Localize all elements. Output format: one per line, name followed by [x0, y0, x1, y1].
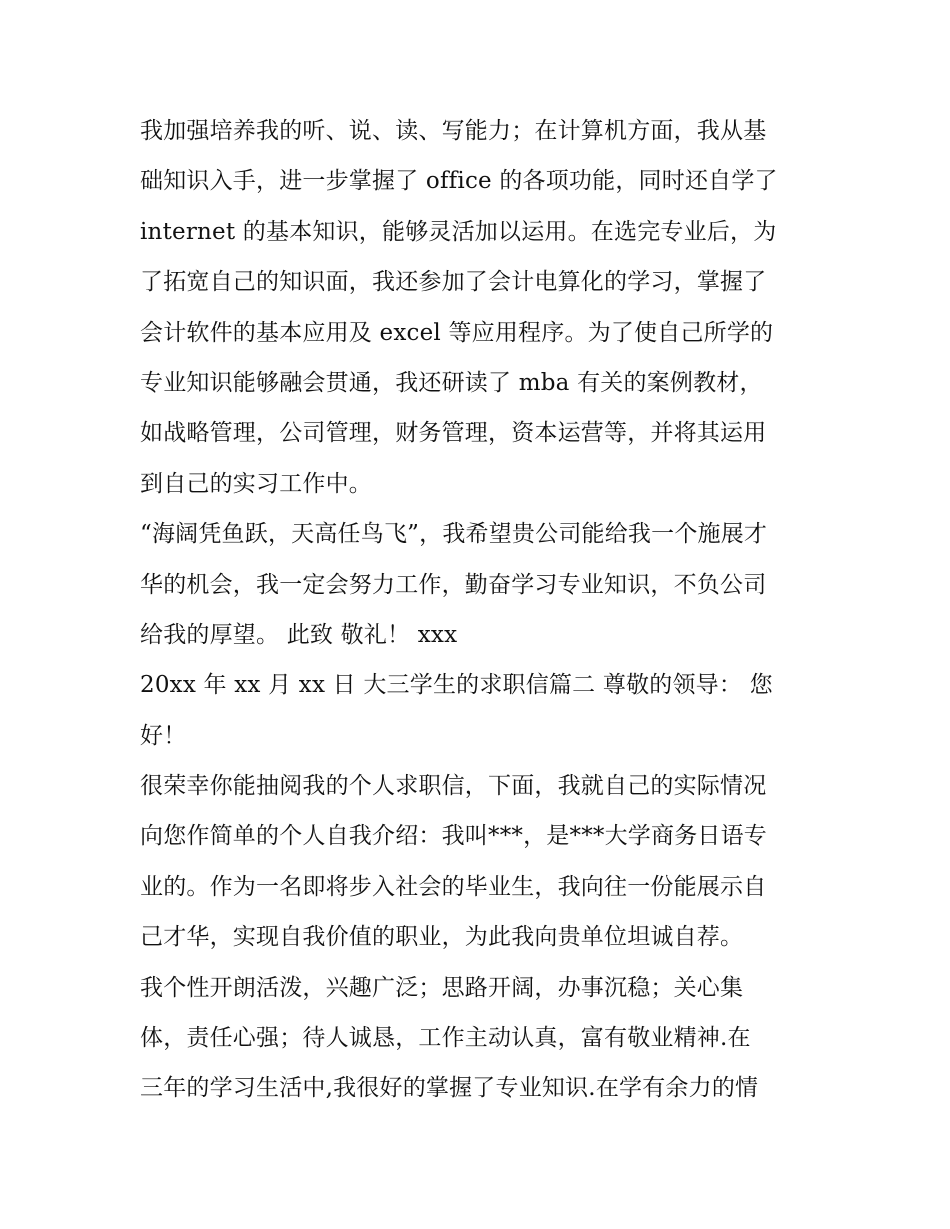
text-line: 体，责任心强；待人诚恳，工作主动认真，富有敬业精神.在: [140, 1025, 751, 1052]
text-line: 三年的学习生活中,我很好的掌握了专业知识.在学有余力的情: [140, 1075, 759, 1102]
text-line: 我加强培养我的听、说、读、写能力；在计算机方面，我从基: [140, 118, 767, 144]
text-line: 己才华，实现自我价值的职业，为此我向贵单位坦诚自荐。: [140, 924, 744, 951]
text-line: 好！: [140, 722, 187, 749]
text-line: 20xx 年 xx 月 xx 日 大三学生的求职信篇二 尊敬的领导： 您: [140, 672, 773, 699]
text-line: 础知识入手，进一步掌握了 office 的各项功能，同时还自学了: [140, 168, 778, 195]
text-line: 业的。作为一名即将步入社会的毕业生，我向往一份能展示自: [140, 873, 767, 900]
text-line: 如战略管理，公司管理，财务管理，资本运营等，并将其运用: [140, 420, 767, 447]
text-line: 会计软件的基本应用及 excel 等应用程序。为了使自己所学的: [140, 319, 774, 346]
text-line: 专业知识能够融会贯通，我还研读了 mba 有关的案例教材，: [140, 369, 763, 396]
text-line: 向您作简单的个人自我介绍：我叫***，是***大学商务日语专: [140, 823, 767, 850]
text-line: 到自己的实习工作中。: [140, 470, 372, 497]
text-line: 我个性开朗活泼，兴趣广泛；思路开阔，办事沉稳；关心集: [140, 974, 744, 1001]
text-line: internet 的基本知识，能够灵活加以运用。在选完专业后，为: [140, 218, 777, 245]
text-line: 很荣幸你能抽阅我的个人求职信，下面，我就自己的实际情况: [140, 773, 767, 800]
text-line: 了拓宽自己的知识面，我还参加了会计电算化的学习，掌握了: [140, 269, 767, 296]
text-line: “海阔凭鱼跃，天高任鸟飞”，我希望贵公司能给我一个施展才: [140, 521, 768, 548]
text-line: 给我的厚望。 此致 敬礼！ xxx: [140, 621, 458, 648]
body-text: [140, 106, 820, 1114]
text-line: 华的机会，我一定会努力工作，勤奋学习专业知识，不负公司: [140, 571, 767, 598]
